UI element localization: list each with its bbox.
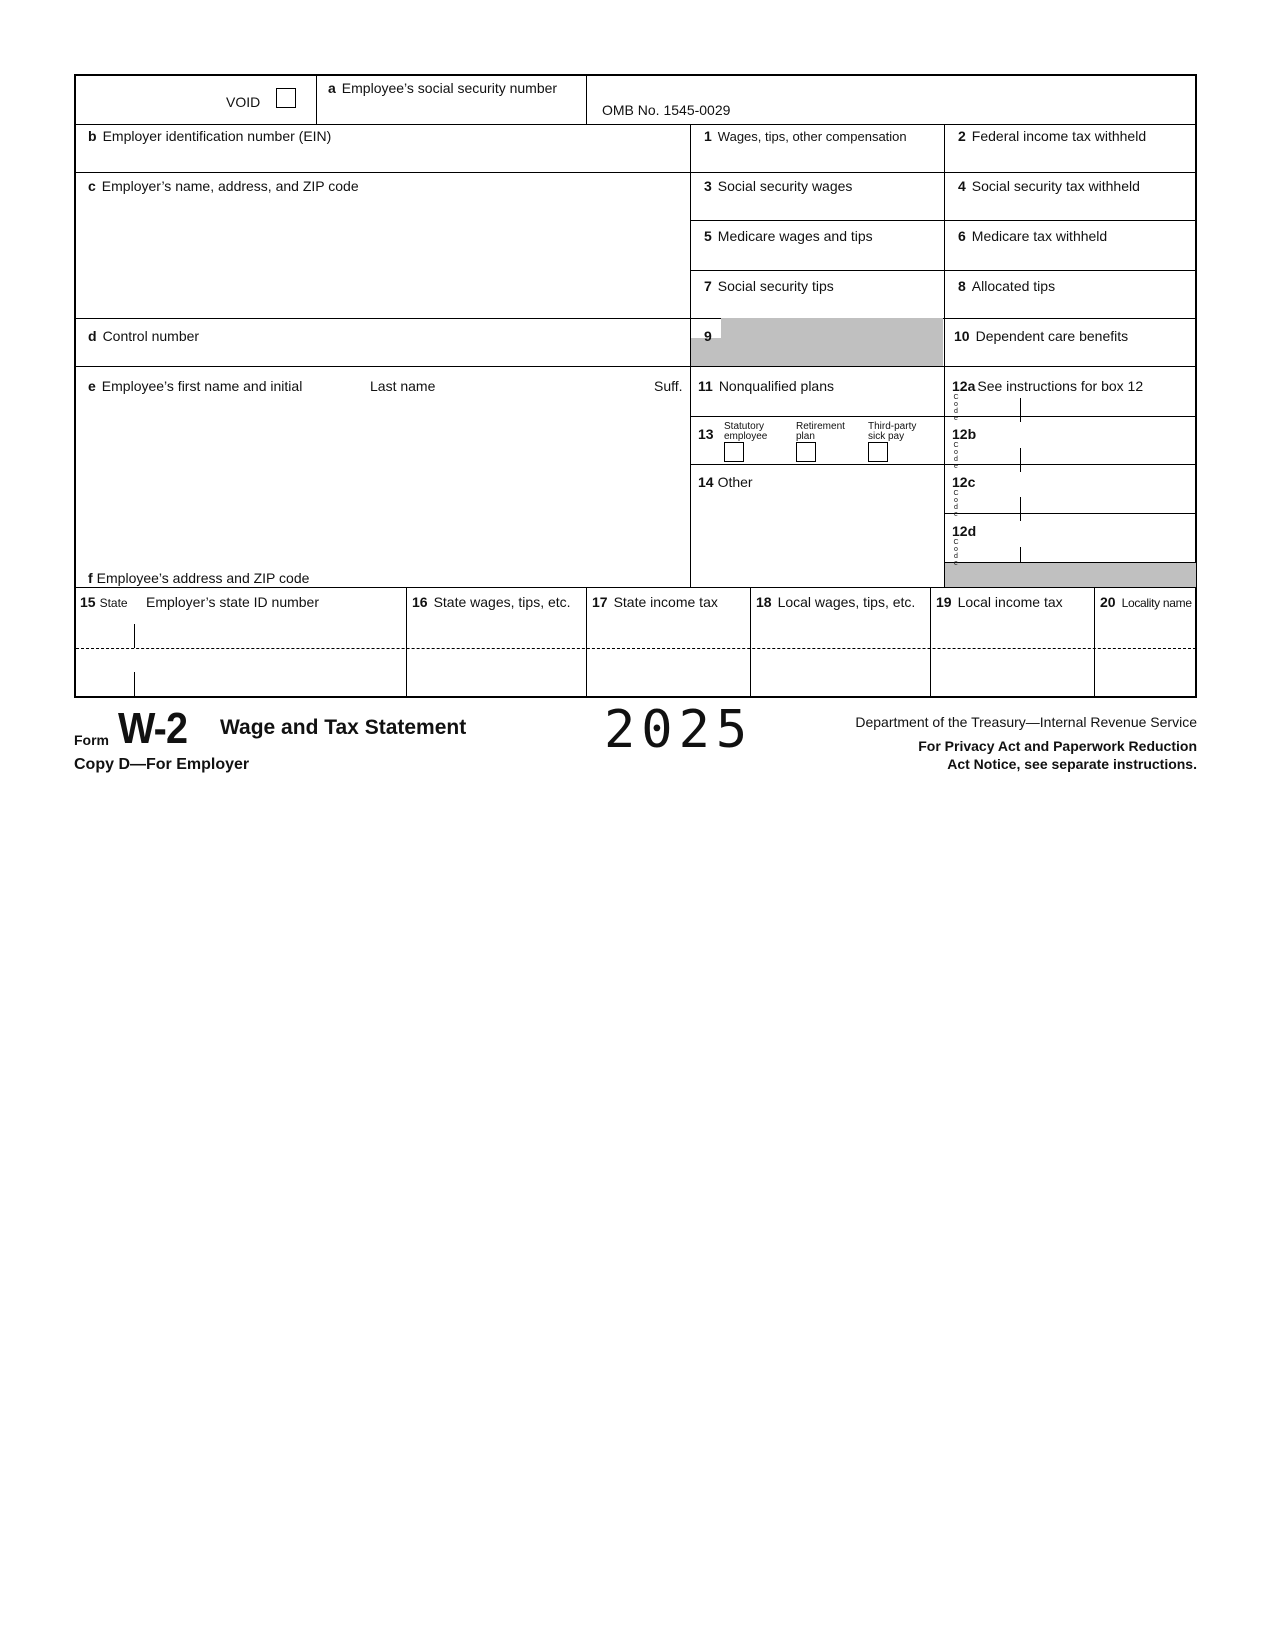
- box-12d-code-label: [952, 539, 960, 567]
- row-line: [76, 124, 1196, 125]
- code-divider: [1020, 398, 1021, 422]
- box-20-num: 20: [1100, 594, 1116, 610]
- void-checkbox[interactable]: [276, 88, 296, 108]
- box-e-suffix: Suff.: [654, 378, 683, 394]
- box-1-label: [704, 128, 907, 145]
- col-line: [750, 587, 751, 698]
- statutory-employee-checkbox[interactable]: [724, 442, 744, 462]
- col-line: [1094, 587, 1095, 698]
- dashed-separator: [76, 648, 1196, 649]
- row-line: [690, 416, 1196, 417]
- box-4-num: 4: [958, 178, 966, 194]
- code-divider: [1020, 448, 1021, 472]
- box-12c-label: [952, 474, 981, 490]
- row-line: [76, 587, 1196, 588]
- w2-form: [74, 74, 1197, 698]
- row-line: [944, 513, 1196, 514]
- box-16-label: [412, 594, 571, 610]
- statutory-employee-label: [724, 422, 767, 442]
- col-line: [586, 587, 587, 698]
- retirement-plan-checkbox[interactable]: [796, 442, 816, 462]
- box-13-number: 13: [698, 426, 714, 442]
- box-15-label: [80, 594, 128, 611]
- code-letter: e: [954, 560, 958, 567]
- box-16-text: State wages, tips, etc.: [433, 594, 571, 610]
- box-3-text: Social security wages: [717, 178, 853, 194]
- box-19-num: 19: [936, 594, 952, 610]
- code-letter: o: [954, 401, 958, 408]
- box-a-label: [328, 80, 557, 96]
- box-10-text: Dependent care benefits: [975, 328, 1129, 344]
- box-12c-num: 12c: [952, 474, 976, 490]
- box-5-text: Medicare wages and tips: [717, 228, 873, 244]
- statutory-line-1: Statutory: [724, 421, 765, 432]
- box-11-label: [698, 378, 834, 394]
- box-12d-num: 12d: [952, 523, 977, 539]
- box-f-text: Employee’s address and ZIP code: [96, 570, 310, 586]
- box-12a-label: [952, 378, 1143, 394]
- row-line: [76, 172, 1196, 173]
- box-d-text: Control number: [102, 328, 200, 344]
- box-19-label: [936, 594, 1063, 610]
- box-4-text: Social security tax withheld: [971, 178, 1140, 194]
- box-18-num: 18: [756, 594, 772, 610]
- box-12c-code-label: [952, 490, 960, 518]
- box-19-text: Local income tax: [957, 594, 1063, 610]
- retirement-line-1: Retirement: [796, 421, 845, 432]
- state-divider: [134, 624, 135, 648]
- box-9-label: [704, 328, 718, 344]
- box-9-num: 9: [704, 328, 712, 344]
- code-letter: e: [954, 463, 958, 470]
- box-15-state-id-label: Employer’s state ID number: [146, 594, 319, 610]
- box-e-label: [88, 378, 302, 394]
- col-line: [944, 124, 945, 587]
- box-18-text: Local wages, tips, etc.: [777, 594, 916, 610]
- box-13-num: [698, 426, 720, 442]
- box-c-text: Employer’s name, address, and ZIP code: [101, 178, 359, 194]
- box-5-num: 5: [704, 228, 712, 244]
- code-letter: C: [953, 394, 959, 401]
- box-2-label: [958, 128, 1146, 144]
- box-14-label: [698, 474, 753, 490]
- statutory-line-2: employee: [724, 431, 768, 442]
- box-12b-num: 12b: [952, 426, 977, 442]
- box-11-text: Nonqualified plans: [718, 378, 835, 394]
- box-5-label: [704, 228, 873, 244]
- box-12b-label: [952, 426, 982, 442]
- privacy-notice-line-2: Act Notice, see separate instructions.: [947, 756, 1197, 772]
- box-2-text: Federal income tax withheld: [971, 128, 1147, 144]
- box-20-text: Locality name: [1121, 596, 1192, 610]
- box-7-num: 7: [704, 278, 712, 294]
- box-12a-text: See instructions for box 12: [977, 378, 1144, 394]
- col-line: [930, 587, 931, 698]
- code-letter: d: [954, 408, 958, 415]
- box-8-label: [958, 278, 1055, 294]
- box-18-label: [756, 594, 915, 610]
- box-10-num: 10: [954, 328, 970, 344]
- box-12d-label: [952, 523, 982, 539]
- box-1-num: 1: [704, 128, 712, 144]
- state-divider: [134, 672, 135, 696]
- box-8-num: 8: [958, 278, 966, 294]
- row-line: [690, 464, 1196, 465]
- box-8-text: Allocated tips: [971, 278, 1056, 294]
- thirdparty-line-1: Third-party: [868, 421, 917, 432]
- box-17-text: State income tax: [613, 594, 718, 610]
- third-party-sick-pay-checkbox[interactable]: [868, 442, 888, 462]
- box-10-label: [954, 328, 1128, 344]
- code-letter: d: [954, 456, 958, 463]
- col-line: [586, 76, 587, 124]
- box-3-label: [704, 178, 852, 194]
- box-1-text: Wages, tips, other compensation: [717, 129, 907, 144]
- void-label: VOID: [226, 94, 261, 110]
- box-7-label: [704, 278, 834, 294]
- form-title: Wage and Tax Statement: [220, 716, 467, 739]
- box-3-num: 3: [704, 178, 712, 194]
- box-14-num: 14: [698, 474, 714, 490]
- tax-year: 2025: [604, 700, 754, 760]
- code-letter: o: [954, 546, 958, 553]
- box-12b-code-label: [952, 442, 960, 470]
- box-e-letter: e: [88, 378, 96, 394]
- box-4-label: [958, 178, 1140, 194]
- retirement-plan-label: [796, 422, 845, 442]
- code-divider: [1020, 497, 1021, 521]
- code-letter: e: [954, 511, 958, 518]
- code-letter: d: [954, 553, 958, 560]
- box-b-text: Employer identification number (EIN): [102, 128, 332, 144]
- box-20-label: [1100, 594, 1192, 611]
- box-15-num: 15: [80, 594, 96, 610]
- col-line: [406, 587, 407, 698]
- box-e-last-name: Last name: [370, 378, 436, 394]
- box-f-letter: f: [88, 570, 93, 586]
- box-6-num: 6: [958, 228, 966, 244]
- third-party-sick-pay-label: [868, 422, 916, 442]
- privacy-notice-line-1: For Privacy Act and Paperwork Reduction: [918, 738, 1197, 754]
- row-line: [76, 366, 1196, 367]
- box-15-state: State: [99, 596, 128, 610]
- box-14-text: Other: [717, 474, 753, 490]
- box-d-label: [88, 328, 199, 344]
- box-16-num: 16: [412, 594, 428, 610]
- form-word: Form: [74, 732, 109, 748]
- box-17-num: 17: [592, 594, 608, 610]
- code-letter: C: [953, 539, 959, 546]
- box-7-text: Social security tips: [717, 278, 834, 294]
- box-c-label: [88, 178, 359, 194]
- thirdparty-line-2: sick pay: [868, 431, 905, 442]
- code-letter: o: [954, 497, 958, 504]
- box-2-num: 2: [958, 128, 966, 144]
- box-6-text: Medicare tax withheld: [971, 228, 1108, 244]
- col-line: [316, 76, 317, 124]
- box-f-label: [88, 570, 309, 586]
- row-line: [76, 318, 1196, 319]
- row-line: [690, 220, 1196, 221]
- code-letter: C: [953, 490, 959, 497]
- box-e-text: Employee’s first name and initial: [101, 378, 303, 394]
- row-line: [690, 270, 1196, 271]
- department-label: Department of the Treasury—Internal Revenue Service: [855, 714, 1197, 730]
- box-12-shade: [945, 563, 1196, 587]
- box-a-letter: a: [328, 80, 336, 96]
- box-12a-code-label: [952, 394, 960, 422]
- box-12a-num: 12a: [952, 378, 976, 394]
- code-letter: o: [954, 449, 958, 456]
- box-11-num: 11: [698, 378, 713, 394]
- code-letter: e: [954, 415, 958, 422]
- box-a-text: Employee’s social security number: [341, 80, 558, 96]
- copy-label: Copy D—For Employer: [74, 756, 250, 773]
- box-6-label: [958, 228, 1107, 244]
- box-9-shade: [721, 318, 943, 366]
- form-name: W-2: [118, 704, 188, 753]
- box-b-letter: b: [88, 128, 97, 144]
- code-letter: d: [954, 504, 958, 511]
- code-letter: C: [953, 442, 959, 449]
- box-17-label: [592, 594, 718, 610]
- box-c-letter: c: [88, 178, 96, 194]
- box-b-label: [88, 128, 331, 144]
- retirement-line-2: plan: [796, 431, 815, 442]
- omb-number: OMB No. 1545-0029: [602, 102, 731, 118]
- box-d-letter: d: [88, 328, 97, 344]
